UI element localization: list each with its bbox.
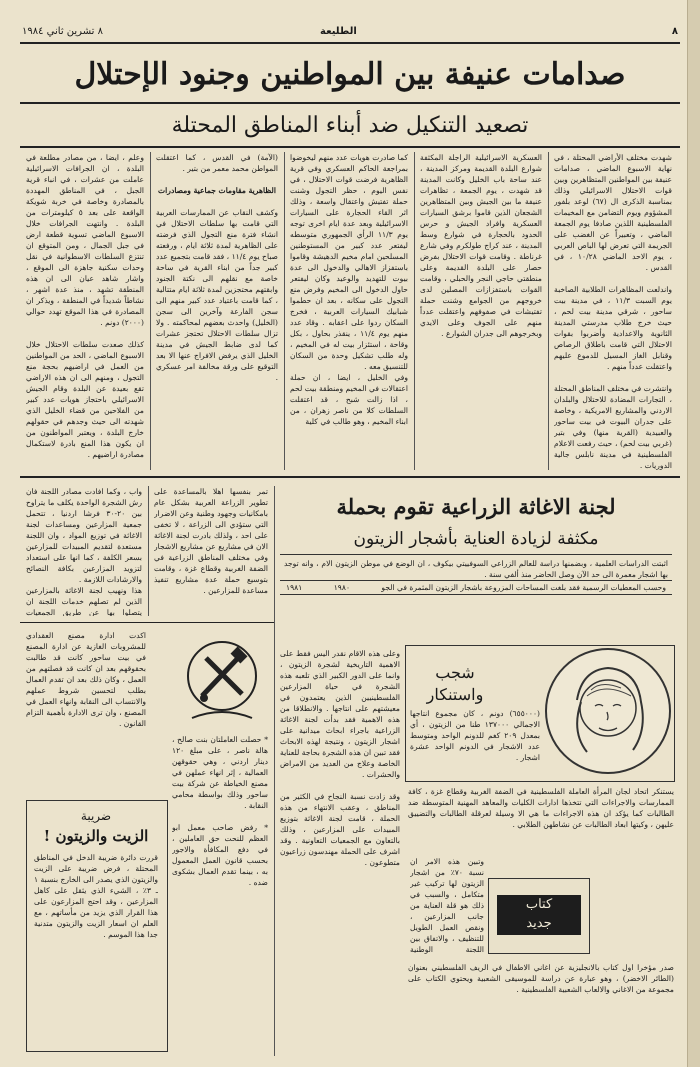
tax-box-text — [34, 852, 158, 1042]
column-subheading: الظاهرية مقاومات جماعية ومصادرات — [158, 186, 276, 195]
column-divider — [414, 152, 415, 470]
book-label-line: كتاب — [525, 897, 553, 912]
column-divider — [148, 486, 149, 616]
main-headline: صدامات عنيفة بين المواطنين وجنود الإحتلال — [20, 48, 680, 104]
union-column-2 — [26, 630, 146, 790]
column-text: شهدت مختلف الأراضي المحتلة ، في نهاية الاسبوع الماضي ، صدامات عنيفة بين المواطنين المتظاهرين وبين قوات الاحتلال الاسرائيلي وذلك بمناسبة الذكرى ال (٦٧) لوعد بلفور المشؤوم ويوم التضامن مع المخيمات الفلسطينية اللذين صادفا يوم الجمعة الماضي ، وتعبيراً عن الغضب على الجريمة التي تعرض لها الباص العربي ، يوم الاحد الماضي ١٠/٢٨ ، في القدس . — [554, 153, 672, 272]
column-text: (الآمة) في القدس ، كما اعتقلت المواطن محمد معمر من بتير . — [156, 153, 278, 173]
column-divider — [150, 152, 151, 470]
woman-portrait-image — [545, 648, 671, 774]
column-divider — [274, 486, 275, 1056]
article-column-1 — [554, 152, 672, 470]
table-caption: وحسب المعطيات الرسمية فقد بلغت المساحات المزروعة باشجار الزيتون المثمرة في الجو — [381, 583, 666, 592]
table-year: ١٩٨١ — [286, 583, 303, 592]
new-book-box — [488, 878, 590, 954]
portrait-drawing — [547, 650, 669, 772]
oval-title-line: شجب — [435, 663, 475, 682]
olive-column-left2 — [26, 486, 142, 616]
column-text: وعلى هذه الاقام نقدر اليس فقط على الاهمية التاريخية لشجرة الزيتون ، وانما على الدور الكبير الذي تلعبه هذه الشجرة في حياة المزارعين الفلسطينيين الذين يعتمدون في معيشتهم على انتاجها . والانطلاقا من هذه الاهمية فقد بدأت لجنة الاغاثة الزراعية باجراء ابحاث ميدانية على اشجار الزيتون ، ونتيجة لهذه الابحاث فقد تبين ان هذه الشجرة بحاجة للعناية الخاصة وعلاج من العديد من الامراض والحشرات . — [280, 649, 400, 779]
publication-name: الطليعة — [320, 26, 357, 37]
column-text: واندلعت المظاهرات الطلابية الصاخبة يوم السبت ١١/٣ ، في مدينة بيت ساحور ، شرقي مدينة بيت لحم ، حيث خرج طلاب مدرستي المدينة الثانوية والاعدادية وأضربوا بقوات الاحتلال التي قامت باطلاق الرصاص وقنابل الغاز المسيل للدموع عليهم واعتقلت عدداً منهم . — [554, 285, 672, 371]
main-subheadline: تصعيد التنكيل ضد أبناء المناطق المحتلة — [20, 106, 680, 148]
article-column-4 — [156, 152, 278, 470]
olive-intro — [284, 558, 668, 580]
new-book-label — [497, 895, 581, 935]
oval-article-text — [408, 786, 674, 850]
column-text: قررت دائرة ضريبة الدخل في المناطق المحتلة ، فرض ضريبة على الزيت والزيتون الذي يصدر الى الخارج بنسبة ١ ـ ٣٪ ، الشيء الذي يثقل على كاهل المزارعين ، وقد احتج المزارعون على هذا القرار الذي يزيد من مأساتهم ، مع العلم ان اسعار الزيت والزيتون متدنية جدا هذا الموسم . — [34, 853, 158, 939]
column-text: وفي الخليل ، ايضا ، ان حملة اعتقالات في المخيم ومنطقة بيت لحم ، اذا زالت شبح ، قد اعتقلت السلطات كلا من ناصر زهران ، من ابناء المخيم ، وهو طالب في كلية — [290, 373, 408, 426]
union-column — [172, 734, 268, 1050]
column-text: العسكرية الاسرائيلية الراجلة المكثفة شوارع البلدة القديمة ومركز المدينة ، عند ساحة باب الخليل وكانت المدينة قد شهدت ، يوم الجمعة ، تظاهرات عنيفة ما بين الجيش وبين المتظاهرين الشجعان الذين قاموا برشق السيارات العسكرية وافراد الجيش و حرس الحدود بالحجارة في شوارع وسط المدينة ، عند كراج طولكرم وفي شارع غرناطة . وقامت قوات الاحتلال بفرض حصار على البلدة القديمة وعلى منطقتي حاجي النجر والحبلي ، وقامت القوات باستفزازات المصلين لدى خروجهم من الجوامع وشنت حملة تفتيشات في صفوفهم واعتقلت عدداً منهم على الجوف وعلى الايدي وبخرجوهم الى جدران الشوارع . — [420, 153, 542, 338]
column-text: صدر مؤخرا اول كتاب بالانجليزية عن اغاني الاطفال في الريف الفلسطيني بعنوان (الطائر الاخضر) ، وهو عبارة عن دراسة للموسيقى الشعبية ويحتوي الكتاب على مجموعة من الاغاني والالعاب الشعبية الفلسطينية . — [408, 963, 674, 994]
table-year: ١٩٨٠ — [333, 583, 351, 592]
column-divider — [548, 152, 549, 470]
tax-box-title-2: الزيت والزيتون ! — [43, 827, 149, 845]
book-article-text — [408, 962, 674, 1054]
olive-column-mid2 — [410, 856, 484, 956]
column-text: كما صادرت هويات عدد منهم ليخوضوا بمراجعة الحاكم العسكري وفي قرية الظاهرية فرضت قوات الاحتلال ، في نفس اليوم ، حظر التجول وشنت حملة تفتيش واعتقال واسعة ، وذلك اثر القاء الحجارة على السيارات الاسرائيلية وبعد عدة ايام اخرى توجه يوم ١١/٣ الرأي الجمهوري متوسطه ليفتعر عدد كبير من المستوطنين المسلحين امام مخيم الدهيشة وقاموا باستفزاز الاهالي والدخول الى عدة بيوت للتهديد والوعيد وكان ليفتعر حاول الدخول الى المخيم وفرض منع التجول على سكانه ، بعد ان حطموا شبابيك السيارات العربية ، فخرج السكان ردوا على اعقابه . وقاد عدد منهم يوم ١١/٤ ، ينقذر بحاول ، بكل وقاحة ، استئزار بيت له في المخيم ، وله طلب تشكيل وحدة من السكان للتنسيق معه . — [290, 153, 408, 371]
column-text: اكدت ادارة مصنع العقدادي للمشروبات الغازية عن ادارة المصنع في بيت ساحور كانت قد طالبت بحقوقهم بعد ان كانت قد فصلتهم من العمل ، وكان ذلك بعد ان تقدم العمال بطلب لتحسين شروط عملهم والانتساب الى النقابة وانهاء العمل في المصنع ، وان ترى الادارة بأهمية التزام القانون . — [26, 631, 146, 728]
olive-secondary-text — [410, 708, 540, 774]
table-row — [280, 581, 672, 594]
column-text: هذا ونهيب لجنة الاغاثة بالمزارعين الذين لم تصلهم خدمات اللجنة ان يتصلوا بها عن طريق الجمعيات — [26, 586, 142, 616]
column-text: واب ، وكما افادت مصادر اللجنة فان رش الشجرة الواحدة يكلف ما يتراوح بين ٢٠-٣٠ فرشا اردنيا ، تتحمل جمعية المزارعين ومساعدات لجنة الاغاثة في توزيع المواد ، وان اللجنة مستعدة لتقديم المبيدات للمزارعين بسعر الكلفة ، كما انها على استعداد لتزويد المزارعين بكافة النصائح والارشادات اللازمة . — [26, 487, 142, 584]
olive-table — [280, 580, 672, 595]
column-text: * رفض صاحب معمل ابو العظم للنحت حق العاملين ، في دفع المكافأة والاجور بحسب قانون العمل المعمول به ، بينما تقدم العمال بشكوى ضده . — [172, 823, 268, 887]
tax-box-title: ضريبة — [80, 809, 112, 823]
column-divider — [284, 152, 285, 470]
olive-column-mid1 — [280, 648, 400, 970]
oval-title-line: واستنكار — [426, 685, 484, 704]
olive-subheadline: مكثفة لزيادة العناية بأشجار الزيتون — [280, 524, 672, 555]
column-text: * حصلت العاملتان بنت صالح ، هالة ناصر ، على مبلغ ١٢٠ دينار اردني ، وهي حقوقهن العمالية ، إثر انهاء عملهن في مصنع الخياطة عن شركة بيت ساحور وذلك بواسطة محامي النقابة . — [172, 735, 268, 810]
column-text: كذلك صعدت سلطات الاحتلال خلال الاسبوع الماضي ، الحد من المواطنين من العمل في اراضيهم بحجة منع التجول ، ومنهم الى ان هذه الاراضي تقع بعيدة عن البلدة وقام الجيش الاسرائيلي باحتجاز هويات عدد كبير من الفلاحين من قضاء الخليل الذي شهدته الى حيث وجدهم في حقولهم خارج البلدة ، ويعتبر المواطنون من ان يكون هذا المنع بادرة لاستكمال مصادرة اراضيهم . — [26, 340, 144, 459]
issue-date: ٨ تشرين ثاني ١٩٨٤ — [22, 26, 103, 37]
book-label-line: جديد — [526, 916, 552, 931]
article-column-3 — [290, 152, 408, 470]
column-text: يستنكر اتحاد لجان المرأة العاملة الفلسطينية في الضفة الغربية وقطاع غزة ، كافة الممارسات والاجراءات التي تتخذها ادارات الكليات والمعاهد المهنية المتوسطة ضد الطالبات كما يؤكد ان هذه الاجراءات ما هي الا وسيلة لعرقلة الطالبات والتضييق عليهن ، وكيتها ابعاد الطالبات عن نشاطهن الطلابي . — [408, 787, 674, 829]
oval-title — [380, 662, 530, 706]
olive-headline: لجنة الاغاثة الزراعية تقوم بحملة — [336, 494, 616, 519]
section-divider — [20, 622, 274, 623]
union-logo — [182, 636, 262, 726]
page-header — [20, 24, 680, 44]
column-text: وعلم ، ايضا ، من مصادر مطلعة في البلدة ، ان الجرافات الاسرائيلية عاملت من عشرات ، في انباء قرية الجبل ، في المناطق المهددة بالمصادرة وخاصة في خربة شويكة الواقعة على بعد ٥ كيلومترات من البلدة . وانتهت الجرافات خلال الاسبوع الماضي تسوية قطعة ارض في جبل الجمال ، ومن المتوقع ان تنتزع السلطات الاسطوانية في نقل وحدات سكنية جاهزة الى الموقع ، واشار شاهد عيان الى ان هذه المنطقة تشهد ، منذ عدة اشهر ، نشاطاً شديداً في المنطقة ، ويذكر ان المصادرة في هذا الموقع تهدد حوالي (٢٠٠٠) دونم . — [26, 153, 144, 327]
column-text: تمر بنفسها اهلا بالمساعدة على تطوير الزراعة العربية بشكل عام بامكانيات وجهود وطنية وعن الاضرار التي ستؤدي الى الزراعة ، لا تخفى على احد ، ولذلك بادرت لجنة الاغاثة الان في مشاريع عن مشاريع الاشجار وفي مختلف المناطق الزراعية في الضفة الغربية وقطاع غزة ، وقامت بتوسيع حملة عدة مشاريع تنفيذ مساعدة للمزارعين . — [154, 487, 268, 595]
column-text: وكشف النقاب عن الممارسات العربية التي قامت بها سلطات الاحتلال في انشاء فترة منع التجول الذي فرضته على الظاهرية لمدة ثلاثة ايام ، ورفعته صباح يوم ١١/٤ ، فقد قامت بتجميع عدد كبير جداً من ابناء القرية في ساحة خاصة مع نقلهم الى نكتة الجنود وابقتهم محتجزين لمدة ثلاثة ايام متتالية ، كما قامت باعتياد عدد كبير منهم الى سجن الفارعة وآخرين الى سجن (الخليل) واحدث بعضهم لمحاكمته . ولا تزال سلطات الاحتلال تحتجز عشرات كما لدى ضابط الجيش في مدينة الخليل الذي يرفض الافراج عنها الا بعد التوقيع على ورقة مخالفة امر عسكري . — [156, 208, 278, 382]
column-text: وتبين هذه الامر ان نسبة ٧٠٪ من اشجار الزيتون لها تركيب غير متكامل ، والسبب في ذلك هو قلة العناية من جانب المزارعين ، ونقص العمل الطويل للتنظيف ، والاتفاق بين اللجنة الوطنية — [410, 857, 484, 954]
column-text: وانتشرت في مختلف المناطق المحتلة ، التجارات المضادة للاحتلال والبلدان الاردني والمشاريع الامريكية ، وخاصة على جدران البيوت في بيت ساحور والعبيدية (القرية منها) وفي بتير (غربي بيت لحم) ، حيث رفعت الاعلام الفلسطينية في مدينة نابلس جالية الدوريات . — [554, 384, 672, 470]
column-text: اثبتت الدراسات العلمية ، وبضمنها دراسة للعالم الزراعي السوفييتي بيكوف ، ان الوضع في موطن الزيتون الام ، وانه توجد بها اشجار معمرة الى حد الآن وصل الحاضر منذ ألفي سنة . — [284, 559, 668, 579]
union-emblem-icon — [182, 636, 262, 726]
section-divider — [20, 476, 680, 478]
olive-column-left1 — [154, 486, 268, 616]
article-column-2 — [420, 152, 542, 470]
article-column-5 — [26, 152, 144, 470]
column-text: وقد زادت نسبة النجاح في الكثير من المناطق ، وعقب الانتهاء من هذه الحملة ، قامت لجنة الاغاثة بتوزيع المبيدات على المزارعين ، وذلك بالتعاون مع الجمعيات التعاونية . وقد اشرف على الحملة مهندسون زراعيون متطوعون . — [280, 792, 400, 867]
column-text: (٦٥٥٠٠٠) دونم ، كان مجموع انتاجها الاجمالي ١٣٧٠٠٠ طنا من الزيتون ، أي بمعدل ٢٠٩ كغم للدونم الواحد ومتوسط عدد الاشجار في الدونم الواحد عشرة اشجار . — [410, 709, 540, 762]
page-spine — [687, 0, 700, 1067]
page-number: ٨ — [671, 26, 678, 37]
